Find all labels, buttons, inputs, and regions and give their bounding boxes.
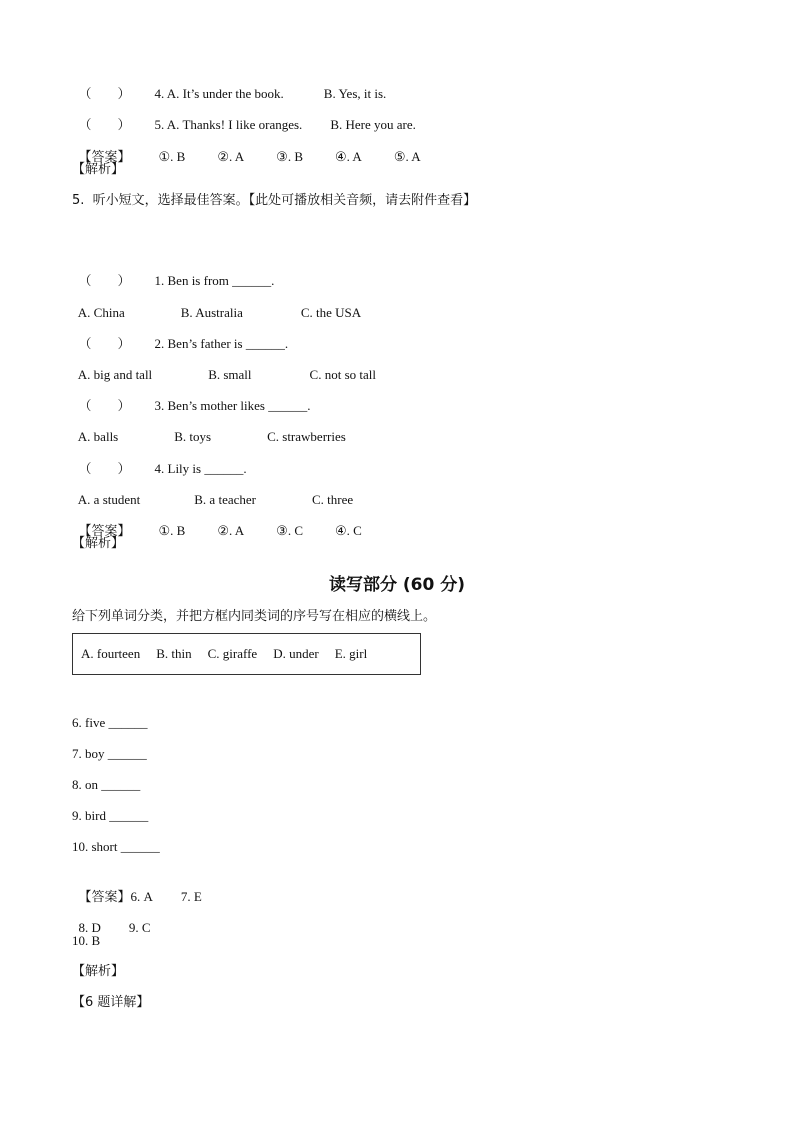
word-option: C. giraffe	[207, 646, 258, 661]
answer-paren: （ ）	[78, 274, 131, 289]
answer-paren: （ ）	[78, 337, 131, 352]
answer-paren: （ ）	[78, 462, 131, 477]
option-b: B. toys	[174, 429, 212, 444]
option-c: C. not so tall	[309, 367, 376, 382]
question-number: 5.	[154, 117, 165, 132]
question-stem: 3. Ben’s mother likes ______.	[154, 398, 311, 413]
answer-tag: 【答案】	[78, 890, 131, 905]
answer-item: ①. B	[158, 523, 186, 538]
answer-item: ②. A	[217, 523, 245, 538]
answer-item: ③. B	[276, 149, 303, 164]
section-instruction: 5. 听小短文，选择最佳答案。【此处可播放相关音频，请去附件查看】	[72, 193, 477, 208]
option-b: B. Yes, it is.	[323, 86, 387, 101]
word-option: A. fourteen	[81, 646, 141, 661]
answer-item: 9. C	[128, 920, 151, 935]
fill-item: 7. boy ______	[72, 746, 147, 761]
answer-item: 7. E	[180, 889, 202, 904]
answer-item: ②. A	[217, 149, 245, 164]
option-a: A. a student	[77, 492, 141, 507]
option-b: B. Australia	[180, 305, 243, 320]
answer-item: ④. A	[335, 149, 362, 164]
analysis-tag: 【解析】	[72, 162, 125, 177]
answer-tag: 【答案】	[78, 150, 131, 165]
option-c: C. the USA	[300, 305, 362, 320]
answer-paren: （ ）	[78, 118, 131, 133]
fill-item: 9. bird ______	[72, 808, 149, 823]
word-option: B. thin	[156, 646, 192, 661]
option-a: A. big and tall	[77, 367, 153, 382]
question-stem: 4. Lily is ______.	[154, 461, 247, 476]
answer-paren: （ ）	[78, 399, 131, 414]
option-a: A. China	[77, 305, 125, 320]
question-stem: 1. Ben is from ______.	[154, 273, 275, 288]
options-row	[72, 410, 346, 446]
option-b: B. small	[208, 367, 252, 382]
option-c: C. strawberries	[267, 429, 346, 444]
option-b: B. Here you are.	[330, 117, 416, 132]
answer-row	[72, 130, 421, 167]
answer-item: ⑤. A	[393, 149, 421, 164]
answer-item: 6. A	[130, 889, 153, 904]
section-instruction: 给下列单词分类，并把方框内同类词的序号写在相应的横线上。	[72, 609, 437, 624]
answer-item: ③. C	[276, 523, 303, 538]
answer-item: 8. D	[78, 920, 101, 935]
option-a: A. Thanks! I like oranges.	[166, 117, 303, 132]
option-b: B. a teacher	[194, 492, 256, 507]
analysis-tag: 【解析】	[72, 536, 125, 551]
answer-item: 10. B	[72, 933, 101, 948]
analysis-tag: 【解析】	[72, 964, 125, 979]
detail-tag: 【6 题详解】	[72, 995, 150, 1010]
section-title: 读写部分 (60 分)	[328, 575, 466, 595]
option-a: A. It’s under the book.	[166, 86, 284, 101]
question-number: 4.	[154, 86, 165, 101]
fill-item: 10. short ______	[72, 839, 160, 854]
word-option: D. under	[273, 646, 319, 661]
fill-item: 8. on ______	[72, 777, 141, 792]
answer-item: ④. C	[335, 523, 362, 538]
word-box	[72, 633, 421, 675]
answer-paren: （ ）	[78, 87, 131, 102]
option-a: A. balls	[77, 429, 119, 444]
fill-item: 6. five ______	[72, 715, 148, 730]
answer-item: ①. B	[158, 149, 186, 164]
option-c: C. three	[311, 492, 354, 507]
word-option: E. girl	[334, 646, 368, 661]
answer-tag: 【答案】	[78, 524, 131, 539]
question-stem: 2. Ben’s father is ______.	[154, 336, 289, 351]
